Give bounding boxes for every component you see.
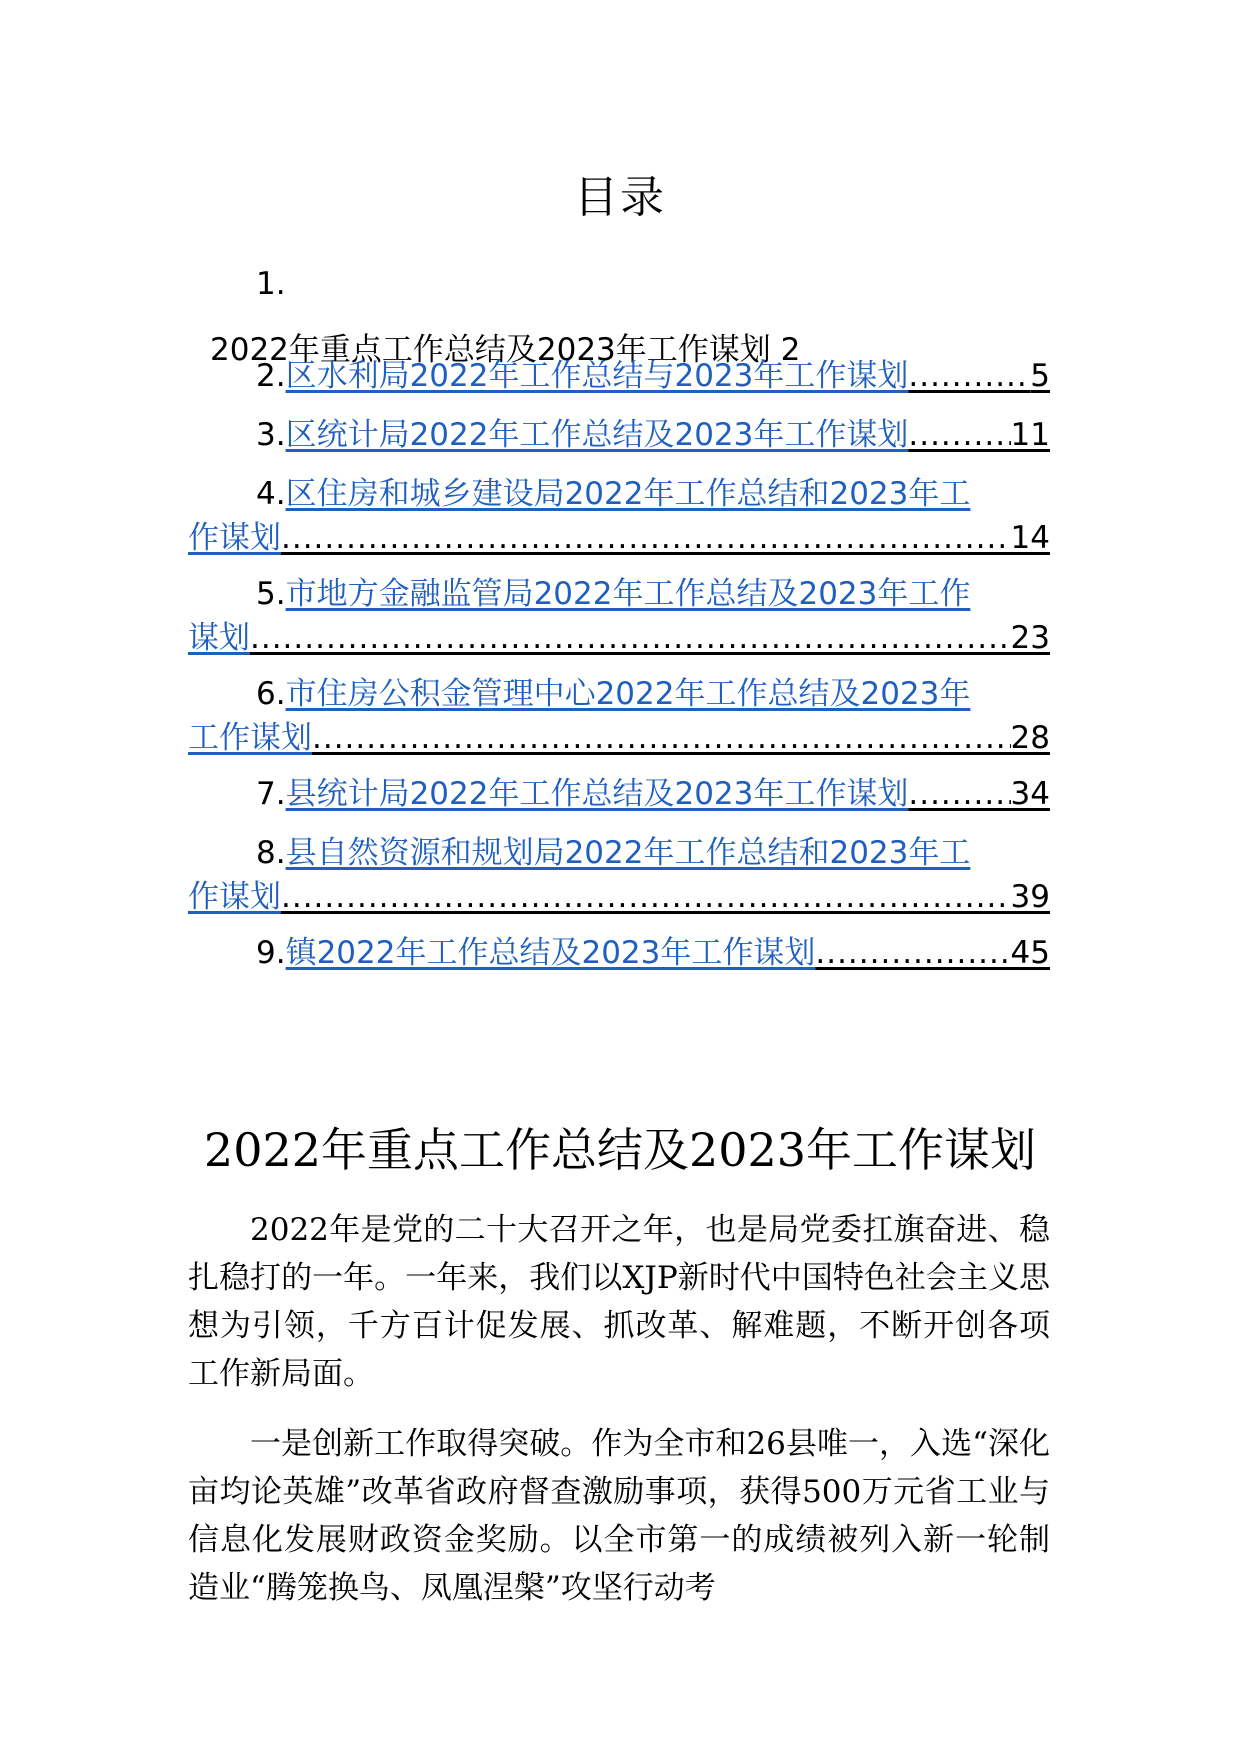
toc-entry-link-continued[interactable]: 作谋划	[188, 520, 281, 556]
toc-entry-link[interactable]: 区住房和城乡建设局2022年工作总结和2023年工	[285, 476, 971, 512]
toc-entry-link[interactable]: 区统计局2022年工作总结及2023年工作谋划	[285, 417, 909, 453]
article-paragraph: 一是创新工作取得突破。作为全市和26县唯一，入选“深化亩均论英雄”改革省政府督查激励事项，获得500万元省工业与信息化发展财政资金奖励。以全市第一的成绩被列入新一轮制造业“腾笼换鸟、凤凰涅槃”攻坚行动考	[188, 1426, 1050, 1606]
toc-entry-link[interactable]: 镇2022年工作总结及2023年工作谋划	[285, 935, 816, 971]
toc-leader-dots	[281, 875, 1011, 919]
toc-entry-link-continued[interactable]: 作谋划	[188, 879, 281, 915]
toc-entry[interactable]	[188, 572, 1050, 660]
toc-entry-link[interactable]: 市地方金融监管局2022年工作总结及2023年工作	[285, 576, 971, 612]
toc-entry-link-continued[interactable]: 工作谋划	[188, 720, 312, 756]
toc-entry-number: 3.	[256, 417, 286, 453]
toc-entry-number: 4.	[256, 476, 286, 512]
toc-entry[interactable]	[188, 772, 1050, 816]
article-title: 2022年重点工作总结及2023年工作谋划	[203, 1123, 1037, 1177]
toc-page-number[interactable]: 34	[1010, 776, 1050, 812]
toc-entry-link[interactable]: 县统计局2022年工作总结及2023年工作谋划	[285, 776, 909, 812]
toc-entry-link-continued[interactable]: 谋划	[188, 620, 250, 656]
toc-page-number[interactable]: 28	[1010, 720, 1050, 756]
toc-entry-number: 8.	[256, 835, 286, 871]
toc-leader-dots	[908, 354, 1030, 398]
toc-entry-1-text: 2022年重点工作总结及2023年工作谋划 2	[210, 332, 801, 368]
toc-entry-number: 7.	[256, 776, 286, 812]
toc-page-number[interactable]: 11	[1010, 417, 1050, 453]
toc-entry-link[interactable]: 县自然资源和规划局2022年工作总结和2023年工	[285, 835, 971, 871]
toc-leader-dots	[312, 716, 1011, 760]
toc-entry[interactable]	[188, 831, 1050, 919]
toc-leader-dots	[908, 413, 1010, 457]
toc-entry-link[interactable]: 区水利局2022年工作总结与2023年工作谋划	[285, 358, 909, 394]
toc-page-number[interactable]: 39	[1010, 879, 1050, 915]
toc-page-number[interactable]: 14	[1010, 520, 1050, 556]
toc-leader-dots	[281, 516, 1011, 560]
toc-entry-number: 6.	[256, 676, 286, 712]
toc-entry[interactable]	[188, 354, 1050, 398]
toc-entry-link[interactable]: 市住房公积金管理中心2022年工作总结及2023年	[285, 676, 971, 712]
toc-leader-dots	[815, 931, 1010, 975]
toc-entry-number: 2.	[256, 358, 286, 394]
toc-leader-dots	[250, 616, 1011, 660]
toc-title: 目录	[574, 172, 666, 223]
toc-leader-dots	[908, 772, 1010, 816]
toc-entry-1-number: 1.	[256, 266, 286, 302]
toc-entry[interactable]	[188, 931, 1050, 975]
toc-page-number[interactable]: 23	[1010, 620, 1050, 656]
toc-page-number[interactable]: 45	[1010, 935, 1050, 971]
toc-entry[interactable]	[188, 672, 1050, 760]
article-paragraph: 2022年是党的二十大召开之年，也是局党委扛旗奋进、稳扎稳打的一年。一年来，我们以XJP新时代中国特色社会主义思想为引领，千方百计促发展、抓改革、解难题，不断开创各项工作新局面。	[188, 1212, 1050, 1392]
article-body	[188, 1206, 1050, 1634]
toc-entry-number: 5.	[256, 576, 286, 612]
toc-page-number[interactable]: 5	[1030, 358, 1050, 394]
toc-entry-number: 9.	[256, 935, 286, 971]
toc-entry[interactable]	[188, 413, 1050, 457]
toc-entry[interactable]	[188, 472, 1050, 560]
